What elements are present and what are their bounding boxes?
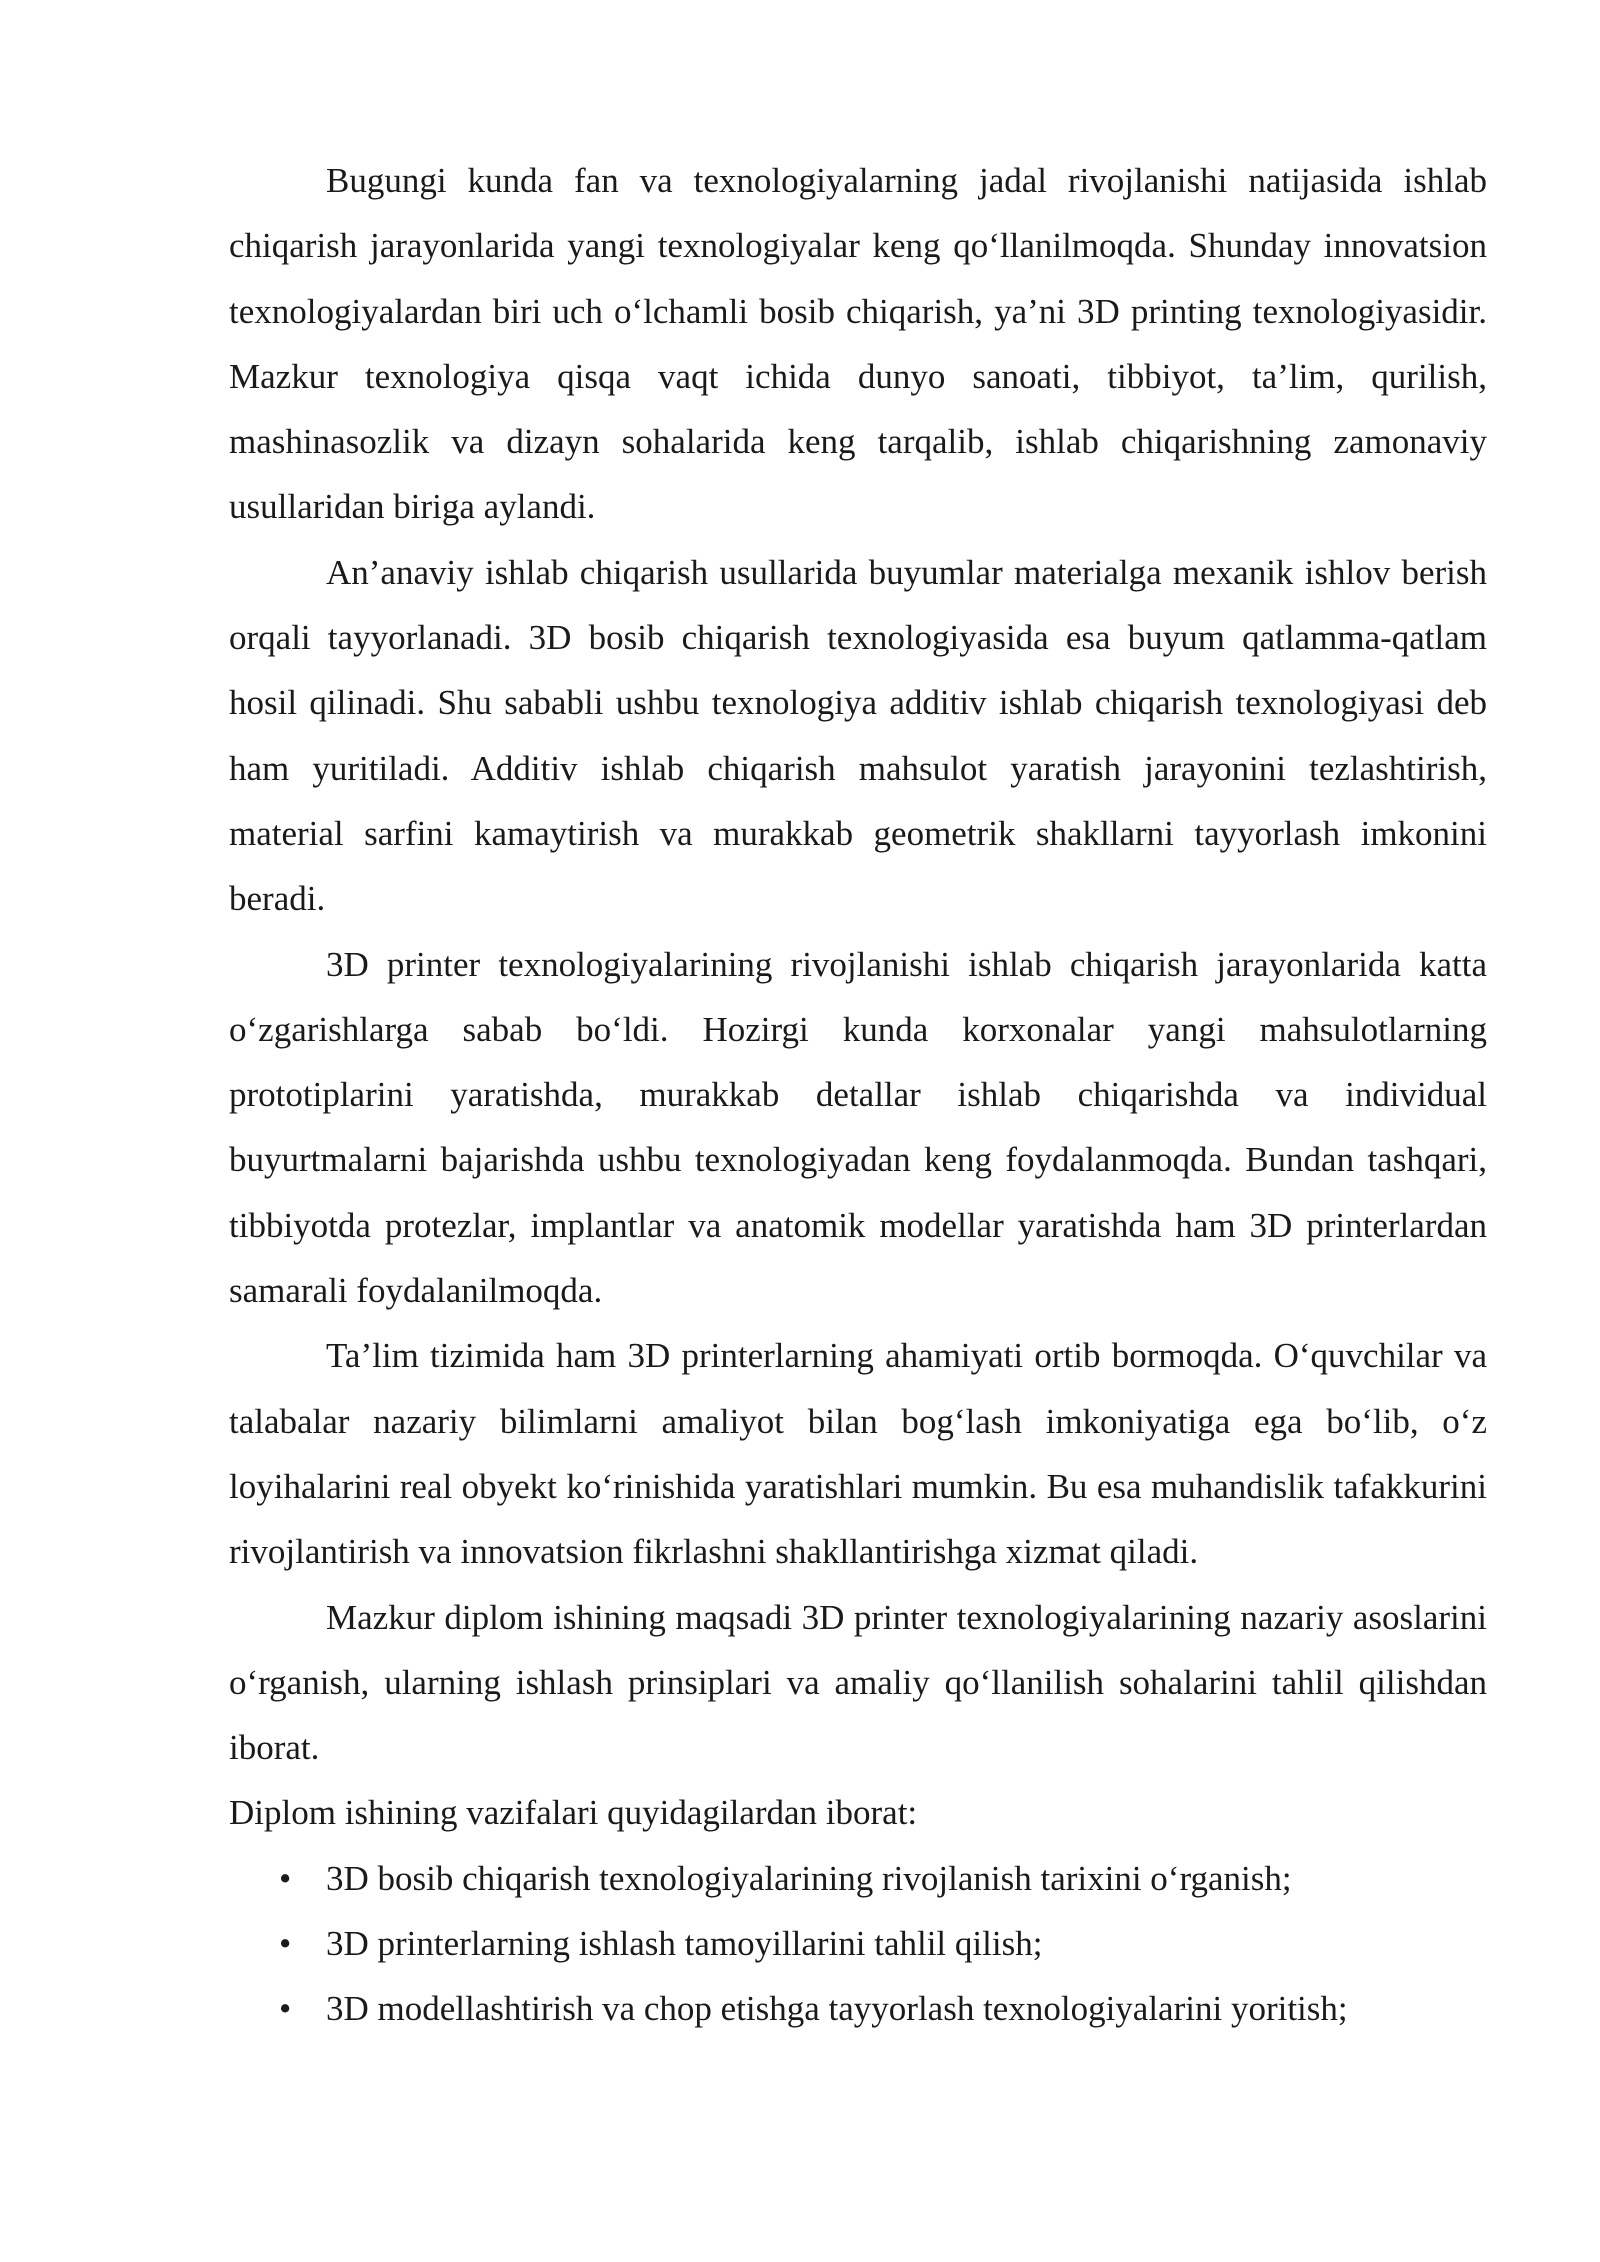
list-item-text: 3D bosib chiqarish texnologiyalarining rivojlanish tarixini o‘rganish;	[326, 1858, 1292, 1898]
bullet-icon: •	[279, 1858, 292, 1898]
list-item	[229, 1976, 1487, 2041]
paragraph-goal: Mazkur diplom ishining maqsadi 3D printer texnologiyalarining nazariy asoslarini o‘rganish, ularning ishlash prinsiplari va amaliy qo‘llanilish sohalarini tahlil qilishdan iborat.	[229, 1597, 1487, 1768]
list-item-text: 3D printerlarning ishlash tamoyillarini tahlil qilish;	[326, 1924, 1043, 1964]
bullet-icon: •	[279, 1924, 292, 1964]
paragraph-intro: Bugungi kunda fan va texnologiyalarning jadal rivojlanishi natijasida ishlab chiqarish jarayonlarida yangi texnologiyalar keng qo‘llanilmoqda. Shunday innovatsion texnologiyalardan biri uch o‘lchamli bosib chiqarish, ya’ni 3D printing texnologiyasidir. Mazkur texnologiya qisqa vaqt ichida dunyo sanoati, tibbiyot, ta’lim, qurilish, mashinasozlik va dizayn sohalarida keng tarqalib, ishlab chiqarishning zamonaviy usullaridan biriga aylandi.	[229, 161, 1487, 527]
bullet-icon: •	[279, 1989, 292, 2029]
paragraph-additive: An’anaviy ishlab chiqarish usullarida buyumlar materialga mexanik ishlov berish orqali tayyorlanadi. 3D bosib chiqarish texnologiyasida esa buyum qatlamma-qatlam hosil qilinadi. Shu sababli ushbu texnologiya additiv ishlab chiqarish texnologiyasi deb ham yuritiladi. Additiv ishlab chiqarish mahsulot yaratish jarayonini tezlashtirish, material sarfini kamaytirish va murakkab geometrik shakllarni tayyorlash imkonini beradi.	[229, 552, 1487, 919]
task-list	[229, 1846, 1487, 2042]
list-item	[229, 1846, 1487, 1911]
list-item-text: 3D modellashtirish va chop etishga tayyorlash texnologiyalarini yoritish;	[326, 1989, 1348, 2029]
paragraph-education: Ta’lim tizimida ham 3D printerlarning ahamiyati ortib bormoqda. O‘quvchilar va talabalar nazariy bilimlarni amaliyot bilan bog‘lash imkoniyatiga ega bo‘lib, o‘z loyihalarini real obyekt ko‘rinishida yaratishlari mumkin. Bu esa muhandislik tafakkurini rivojlantirish va innovatsion fikrlashni shakllantirishga xizmat qiladi.	[229, 1336, 1487, 1572]
paragraph-industry: 3D printer texnologiyalarining rivojlanishi ishlab chiqarish jarayonlarida katta o‘zgarishlarga sabab bo‘ldi. Hozirgi kunda korxonalar yangi mahsulotlarning prototiplarini yaratishda, murakkab detallar ishlab chiqarishda va individual buyurtmalarni bajarishda ushbu texnologiyadan keng foydalanmoqda. Bundan tashqari, tibbiyotda protezlar, implantlar va anatomik modellar yaratishda ham 3D printerlardan samarali foydalanilmoqda.	[229, 944, 1487, 1311]
tasks-intro: Diplom ishining vazifalari quyidagilardan iborat:	[229, 1793, 918, 1833]
list-item	[229, 1911, 1487, 1976]
document-page	[229, 148, 1487, 2042]
